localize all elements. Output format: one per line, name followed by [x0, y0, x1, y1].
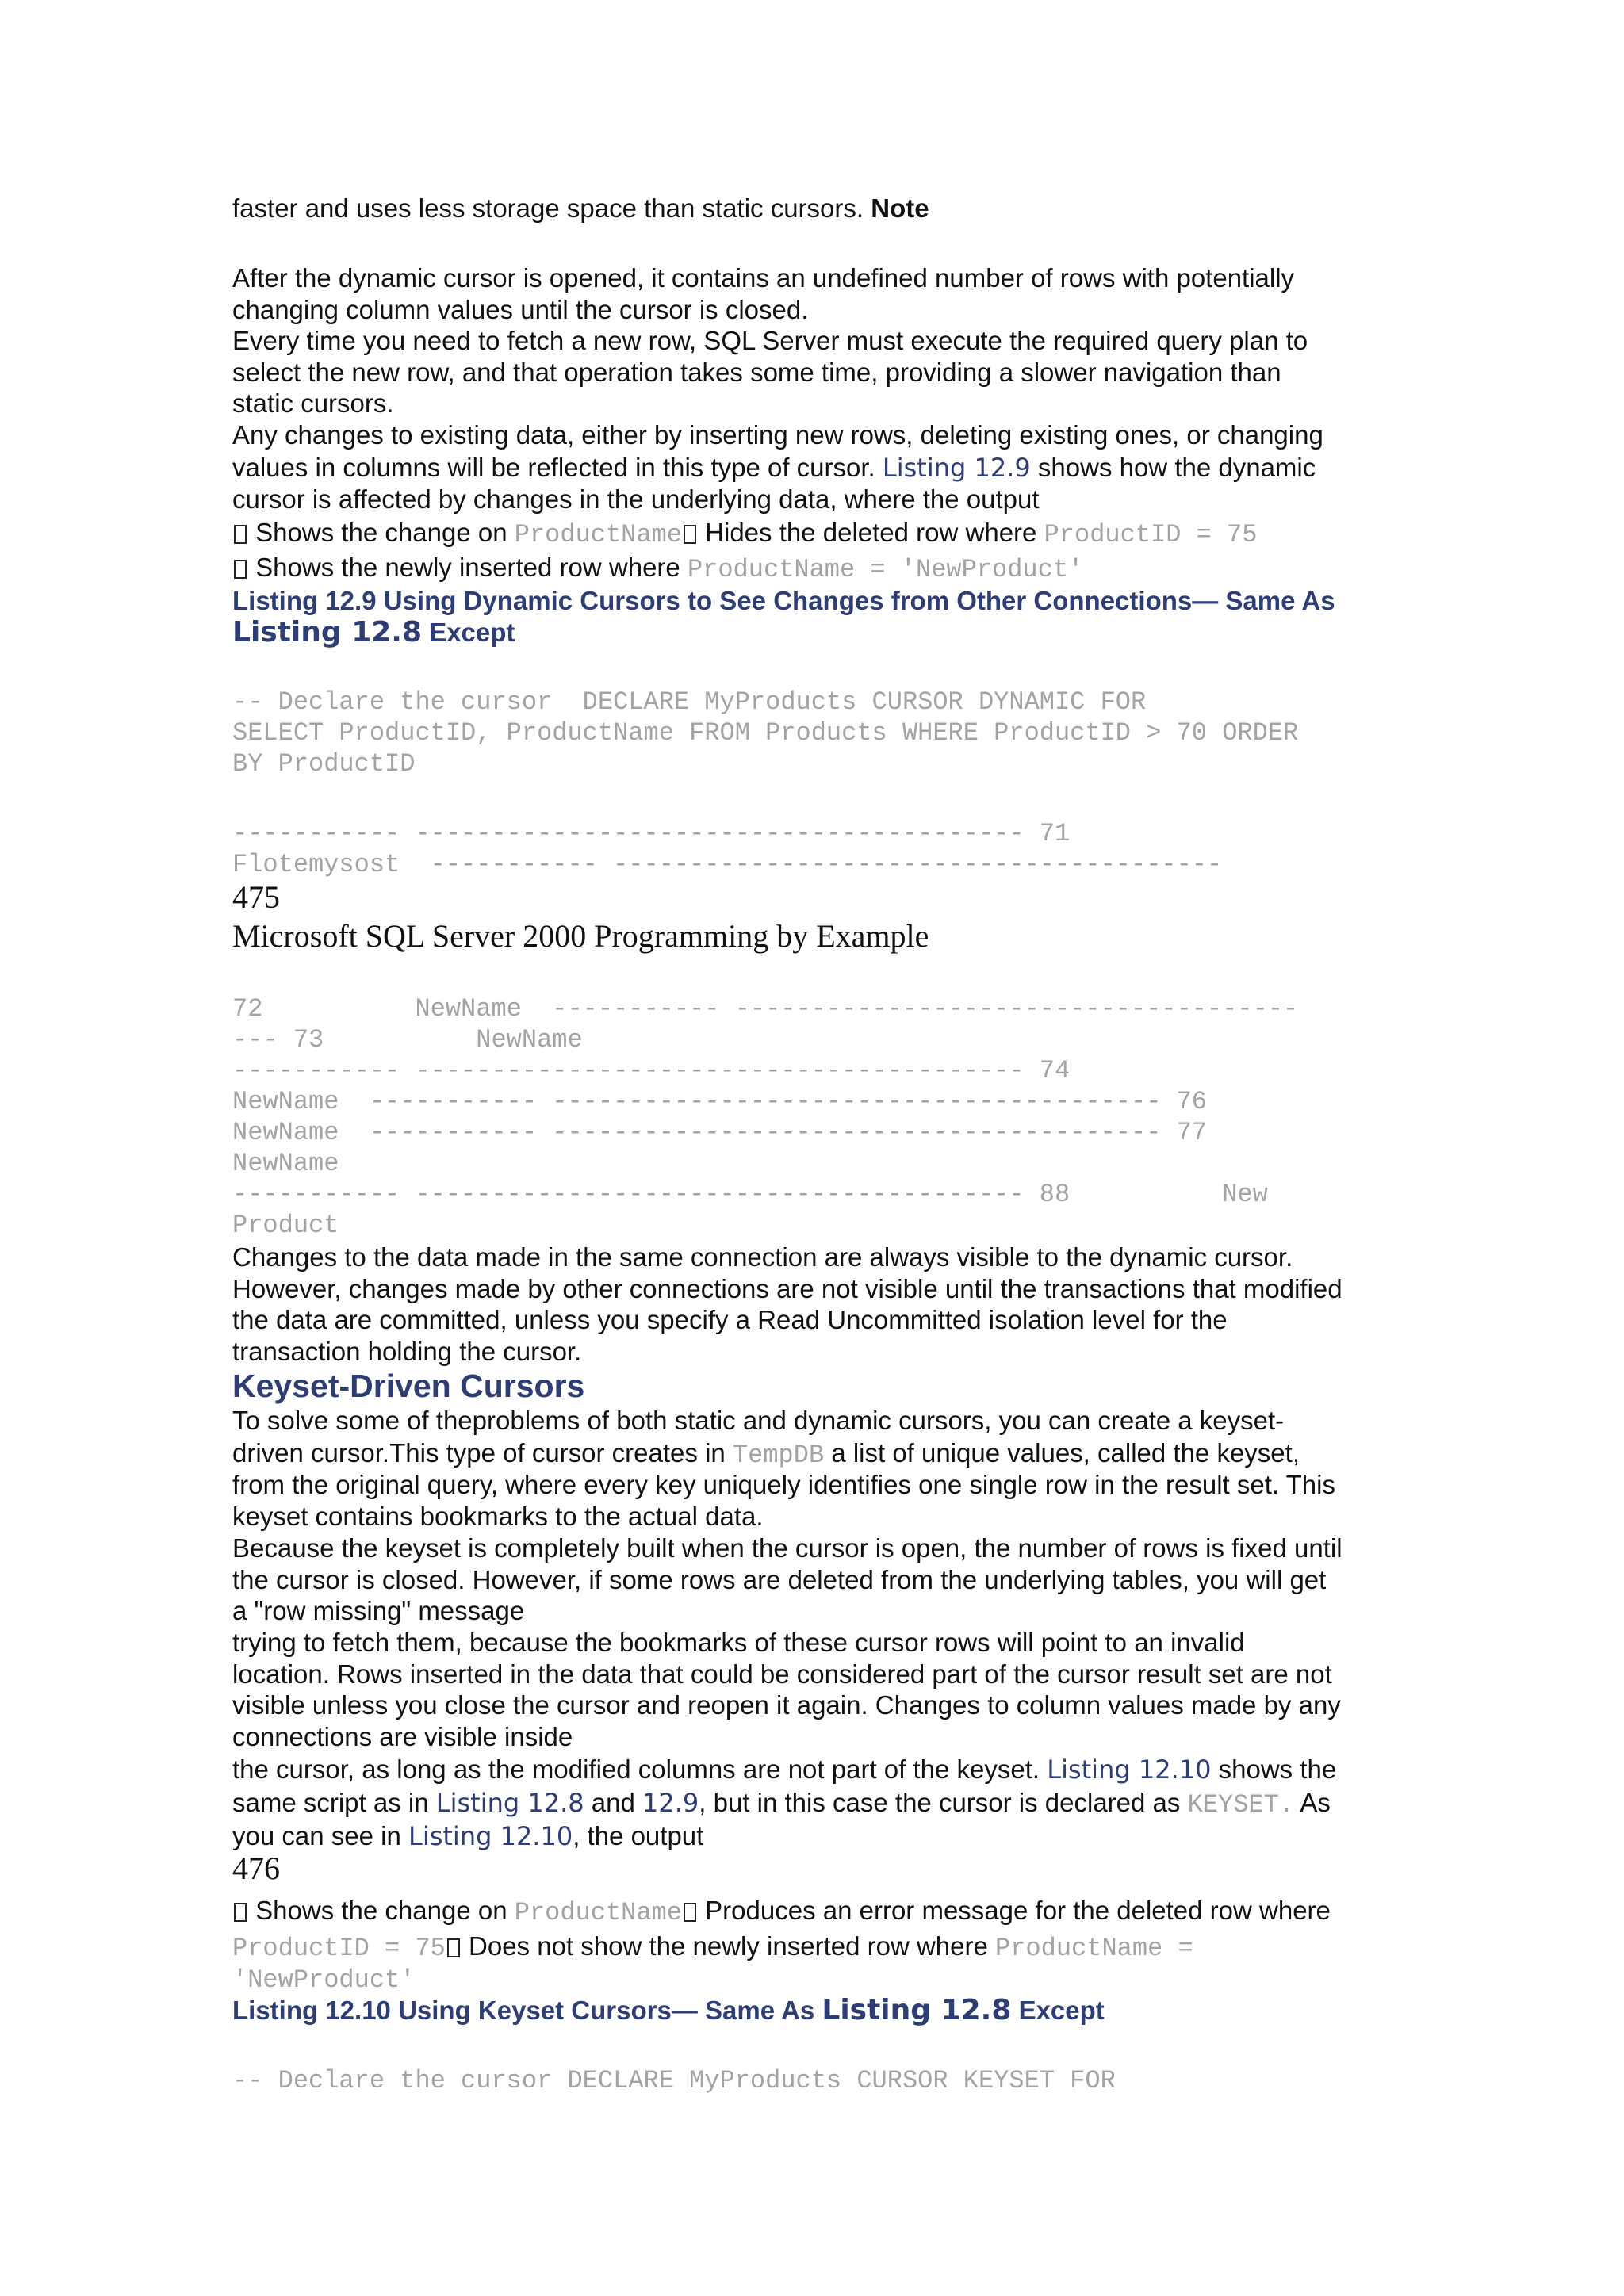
text-line: a "row missing" message — [232, 1596, 525, 1625]
text-line: transaction holding the cursor. — [232, 1337, 582, 1366]
text: driven cursor.This type of cursor creates in — [232, 1438, 726, 1468]
inline-code: ProductName — [514, 520, 682, 549]
code-line: NewName ----------- ---------------------------------------- 76 — [232, 1087, 1207, 1116]
bullet-box-icon — [234, 1903, 247, 1922]
text-line: After the dynamic cursor is opened, it contains an undefined number of rows with potentially — [232, 263, 1295, 293]
text-line: visible unless you close the cursor and reopen it again. Changes to column values made by any — [232, 1690, 1341, 1720]
text: Except — [1018, 1996, 1105, 2025]
text: Shows the change on — [255, 1896, 508, 1925]
inline-code: ProductID = 75 — [1044, 520, 1258, 549]
text-line: keyset contains bookmarks to the actual data. — [232, 1502, 764, 1531]
inline-code: 'NewProduct' — [232, 1965, 416, 1995]
code-line: Product — [232, 1211, 339, 1240]
text: shows how the dynamic — [1037, 453, 1316, 482]
inline-code: TempDB — [732, 1441, 825, 1470]
listing-caption: Listing 12.9 Using Dynamic Cursors to See Changes from Other Connections— Same As — [232, 586, 1335, 615]
bullet-box-icon — [447, 1938, 460, 1957]
text-line: changing column values until the cursor is closed. — [232, 295, 809, 324]
code-line: NewName — [232, 1149, 339, 1178]
listing-caption-cont — [232, 617, 515, 649]
note-label: Note — [871, 193, 929, 223]
code-line: ----------- ---------------------------------------- 71 — [232, 819, 1071, 848]
bullet-line — [232, 517, 1257, 551]
listing-caption — [232, 1995, 1105, 2026]
text-line — [232, 452, 1316, 484]
text: Shows the change on — [255, 518, 508, 547]
text-line: cursor is affected by changes in the underlying data, where the output — [232, 484, 1040, 514]
code-line: BY ProductID — [232, 749, 416, 779]
bullet-line — [232, 1931, 1193, 1965]
text-line — [232, 1754, 1336, 1785]
listing-reference: Listing 12.8 — [232, 616, 423, 649]
text: As — [1300, 1788, 1331, 1817]
text: the cursor, as long as the modified columns are not part of the keyset. — [232, 1755, 1040, 1784]
listing-reference: Listing 12.10 — [1047, 1755, 1212, 1785]
bullet-box-icon — [684, 1903, 696, 1922]
text-line: the data are committed, unless you specify a Read Uncommitted isolation level for the — [232, 1305, 1228, 1334]
code-line: ----------- ---------------------------------------- 88 New — [232, 1180, 1268, 1209]
code-line: 72 NewName ----------- ------------------------------------- — [232, 994, 1299, 1024]
text: Listing 12.10 Using Keyset Cursors— Same As — [232, 1996, 815, 2025]
text-line: Because the keyset is completely built when the cursor is open, the number of rows is fixed until — [232, 1533, 1342, 1563]
listing-reference: Listing 12.8 — [435, 1788, 584, 1818]
text-line — [232, 1820, 703, 1852]
paragraph-intro — [232, 193, 929, 224]
listing-reference: Listing 12.10 — [408, 1821, 573, 1851]
text-line: To solve some of theproblems of both static and dynamic cursors, you can create a keyset- — [232, 1406, 1285, 1435]
page-number: 476 — [232, 1850, 280, 1886]
text-line: However, changes made by other connections are not visible until the transactions that modified — [232, 1274, 1342, 1303]
text: Except — [429, 618, 515, 647]
text-line: Changes to the data made in the same connection are always visible to the dynamic cursor. — [232, 1242, 1293, 1272]
bullet-box-icon — [234, 560, 247, 579]
text: a list of unique values, called the keyset, — [831, 1438, 1300, 1468]
book-title: Microsoft SQL Server 2000 Programming by Example — [232, 918, 929, 954]
text-line: from the original query, where every key uniquely identifies one single row in the result set. This — [232, 1470, 1335, 1499]
text-line: the cursor is closed. However, if some rows are deleted from the underlying tables, you will get — [232, 1565, 1327, 1594]
bullet-line — [232, 1962, 415, 1996]
text: same script as in — [232, 1788, 429, 1817]
text: Hides the deleted row where — [705, 518, 1037, 547]
text-line: connections are visible inside — [232, 1722, 573, 1751]
text-line: Every time you need to fetch a new row, SQL Server must execute the required query plan to — [232, 326, 1308, 355]
text: you can see in — [232, 1821, 401, 1850]
bullet-line — [232, 552, 1083, 586]
bullet-box-icon — [234, 525, 247, 544]
code-line: -- Declare the cursor DECLARE MyProducts CURSOR DYNAMIC FOR — [232, 687, 1147, 717]
text: Produces an error message for the deleted row where — [705, 1896, 1331, 1925]
text: Shows the newly inserted row where — [255, 553, 680, 582]
page-number: 475 — [232, 879, 280, 915]
inline-code: ProductName — [514, 1898, 682, 1927]
text: , the output — [573, 1821, 704, 1850]
text: and — [591, 1788, 635, 1817]
listing-reference: 12.9 — [642, 1788, 699, 1818]
code-line: ----------- ---------------------------------------- 74 — [232, 1056, 1071, 1085]
text: values in columns will be reflected in this type of cursor. — [232, 453, 875, 482]
inline-code: ProductName = 'NewProduct' — [687, 555, 1084, 584]
listing-reference: Listing 12.9 — [882, 453, 1031, 483]
bullet-box-icon — [684, 525, 696, 544]
inline-code: ProductName = — [995, 1934, 1193, 1963]
code-line: Flotemysost ----------- ---------------------------------------- — [232, 850, 1223, 879]
section-heading: Keyset-Driven Cursors — [232, 1368, 585, 1404]
code-line: --- 73 NewName — [232, 1025, 583, 1054]
text: Does not show the newly inserted row where — [469, 1931, 988, 1961]
code-line: -- Declare the cursor DECLARE MyProducts CURSOR KEYSET FOR — [232, 2066, 1116, 2095]
text-line: Any changes to existing data, either by inserting new rows, deleting existing ones, or changing — [232, 420, 1323, 450]
text-line: static cursors. — [232, 388, 394, 418]
text: , but in this case the cursor is declared as — [699, 1788, 1181, 1817]
listing-reference: Listing 12.8 — [822, 1994, 1012, 2026]
inline-code: KEYSET. — [1187, 1790, 1294, 1820]
bullet-line — [232, 1895, 1331, 1929]
text-line: trying to fetch them, because the bookmarks of these cursor rows will point to an invalid — [232, 1628, 1245, 1657]
text-line — [232, 1787, 1331, 1821]
code-line: NewName ----------- ---------------------------------------- 77 — [232, 1118, 1207, 1147]
text-line: location. Rows inserted in the data that could be considered part of the cursor result set are not — [232, 1659, 1332, 1689]
text: shows the — [1218, 1755, 1337, 1784]
inline-code: ProductID = 75 — [232, 1934, 446, 1963]
text-line: select the new row, and that operation takes some time, providing a slower navigation than — [232, 358, 1281, 387]
text: faster and uses less storage space than static cursors. — [232, 193, 864, 223]
code-line: SELECT ProductID, ProductName FROM Products WHERE ProductID > 70 ORDER — [232, 718, 1299, 748]
text-line — [232, 1437, 1300, 1471]
